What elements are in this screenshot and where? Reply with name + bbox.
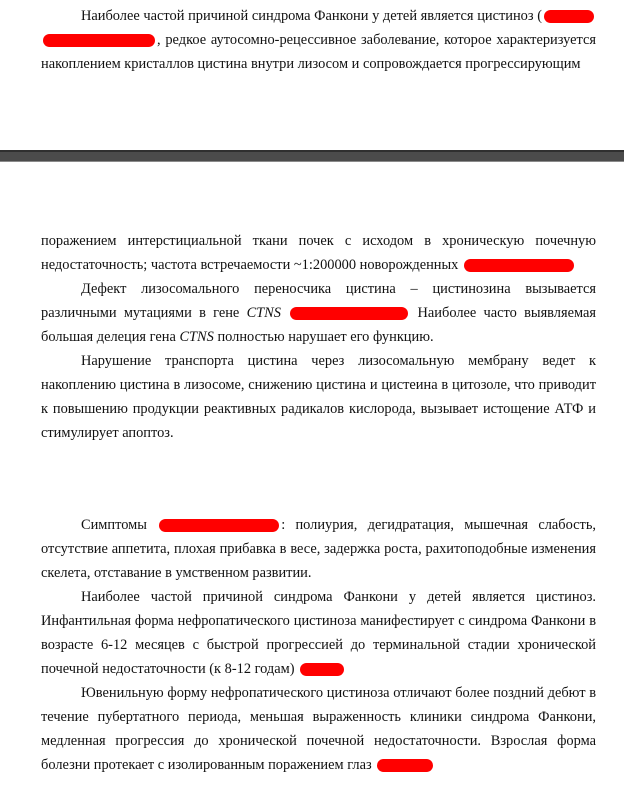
page-1-text — [41, 4, 596, 76]
paragraph-text: Наиболее частой причиной синдрома Фанкони у детей является цистиноз ( — [81, 8, 542, 24]
paragraph-text: полностью нарушает его функцию. — [217, 329, 434, 345]
paragraph-text: Наиболее часто выявляемая большая делеция гена — [41, 305, 596, 345]
redaction-mark — [464, 259, 574, 272]
redaction-mark — [300, 663, 344, 676]
page-2-text-lower — [41, 513, 596, 777]
paragraph-text: поражением интерстициальной ткани почек с исходом в хроническую почечную недостаточность; частота встречаемости ~1:200000 новорожденных — [41, 233, 596, 273]
paragraph-transporter-defect — [41, 277, 596, 349]
document-page-2 — [0, 162, 624, 797]
page-separator — [0, 150, 624, 162]
gene-name: CTNS — [246, 305, 281, 321]
redaction-mark — [159, 519, 279, 532]
redaction-mark — [290, 307, 408, 320]
paragraph-text: Симптомы — [81, 517, 147, 533]
paragraph-symptoms — [41, 513, 596, 585]
paragraph-continuation — [41, 229, 596, 277]
document-page-1 — [0, 0, 624, 150]
paragraph-text: , редкое аутосомно-рецессивное заболевание, которое характеризуется накоплением кристаллов цистина внутри лизосом и сопровождается прогрессирующим — [41, 32, 596, 72]
gene-name: CTNS — [179, 329, 214, 345]
paragraph-infantile-form — [41, 585, 596, 681]
redaction-mark — [544, 10, 594, 23]
paragraph-juvenile-form — [41, 681, 596, 777]
paragraph-cystinosis-intro — [41, 4, 596, 76]
paragraph-cystine-transport: Нарушение транспорта цистина через лизосомальную мембрану ведет к накоплению цистина в лизосоме, снижению цистина и цистеина в цитозоле, что приводит к повышению продукции реактивных радикалов кислорода, вызывает истощение АТФ и стимулирует апоптоз. — [41, 353, 596, 441]
paragraph-text: Наиболее частой причиной синдрома Фанкони у детей является цистиноз. Инфантильная форма нефропатического цистиноза манифестирует с синдрома Фанкони в возрасте 6-12 месяцев с быстрой прогрессией до терминальной стадии хронической почечной недостаточности (к 8-12 годам) — [41, 589, 596, 677]
paragraph-text: : полиурия, дегидратация, мышечная слабость, отсутствие аппетита, плохая прибавка в весе, задержка роста, рахитоподобные изменения скелета, отставание в умственном развитии. — [41, 517, 596, 581]
paragraph-text: Дефект лизосомального переносчика цистина – цистинозина вызывается различными мутациями в гене — [41, 281, 596, 321]
page-2-text — [41, 229, 596, 445]
redaction-mark — [377, 759, 433, 772]
paragraph-text: Ювенильную форму нефропатического цистиноза отличают более поздний дебют в течение пубертатного периода, меньшая выраженность клиники синдрома Фанкони, медленная прогрессия до хронической почечной недостаточности. Взрослая форма болезни протекает с изолированным поражением глаз — [41, 685, 596, 773]
redaction-mark — [43, 34, 155, 47]
